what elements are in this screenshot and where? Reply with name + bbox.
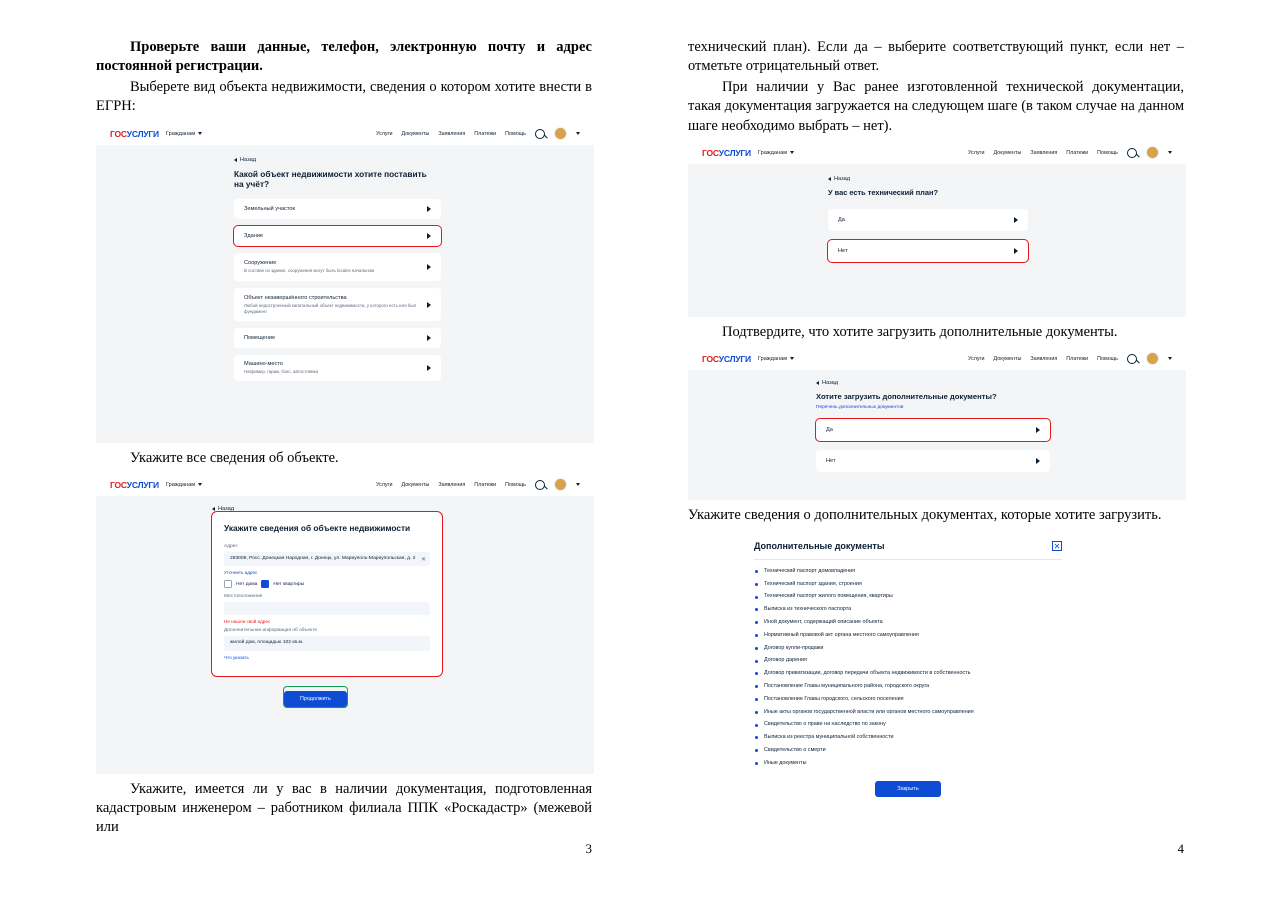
continue-button-wrapper (284, 687, 347, 707)
option-unfinished-construction[interactable]: Объект незавершённого строительства Любой недостроенный капитальный объект недвижимости, у которого есть или был фундамент (234, 288, 441, 321)
back-link[interactable]: Назад (816, 380, 1186, 386)
page-title: У вас есть технический план? (828, 187, 938, 197)
modal-footer (754, 777, 1062, 797)
page-number: 4 (1177, 841, 1184, 856)
nav-item-services[interactable]: Услуги (375, 481, 393, 488)
chevron-down-icon (790, 151, 794, 154)
chevron-right-icon (1036, 427, 1040, 433)
nav-item-applications[interactable]: Заявления (1030, 355, 1058, 362)
docs-list-link[interactable]: Перечень дополнительных документов (816, 404, 904, 410)
paragraph-select-object-type: Выберете вид объекта недвижимости, сведения о котором хотите внести в ЕГРН: (96, 79, 592, 115)
nav-item-help[interactable]: Помощь (505, 481, 526, 488)
nav-item-payments[interactable]: Платежи (1066, 149, 1089, 156)
paragraph-check-data: Проверьте ваши данные, телефон, электронную почту и адрес постоянной регистрации. (96, 39, 592, 75)
list-item: Договор купли-продажи (754, 645, 1062, 652)
address-not-found-link[interactable]: Не нашли свой адрес (224, 619, 271, 625)
chevron-down-icon[interactable] (576, 132, 580, 135)
list-item: Иной документ, содержащий описание объекта (754, 619, 1062, 626)
nav-item-payments[interactable]: Платежи (474, 130, 497, 137)
role-selector[interactable]: Гражданам (166, 482, 202, 488)
nav-item-payments[interactable]: Платежи (474, 481, 497, 488)
caption-additional-docs: Подтвердите, что хотите загрузить дополнительные документы. (722, 323, 1118, 340)
screenshot-additional-docs-modal (738, 531, 1078, 851)
nav-item-help[interactable]: Помощь (505, 130, 526, 137)
address-field[interactable]: 283008, Росс. Донецкая Народная, г. Донецк, ул. Мариуполь-Мариупольская, д. 2 ✕ (224, 552, 430, 567)
checkbox-no-flat[interactable] (261, 580, 269, 588)
chevron-left-icon (816, 381, 819, 385)
screenshot-object-type (96, 123, 594, 443)
nav-item-payments[interactable]: Платежи (1066, 355, 1089, 362)
chevron-down-icon[interactable] (1168, 357, 1172, 360)
clear-icon[interactable]: ✕ (420, 556, 426, 563)
nav-item-applications[interactable]: Заявления (438, 481, 466, 488)
chevron-right-icon (427, 206, 431, 212)
list-item: Технический паспорт домовладения (754, 568, 1062, 575)
search-icon[interactable] (535, 480, 545, 490)
nav-item-documents[interactable]: Документы (401, 481, 430, 488)
gosuslugi-logo: ГОСУСЛУГИ (110, 128, 159, 139)
chevron-down-icon[interactable] (576, 483, 580, 486)
chevron-left-icon (212, 507, 215, 511)
paragraph-existing-docs: При наличии у Вас ранее изготовленной технической документации, такая документация загружается на следующем шаге (в таком случае на данном шаге необходимо выбрать – нет). (688, 79, 1184, 134)
chevron-right-icon (427, 365, 431, 371)
option-structure[interactable]: Сооружение В составе из здание, сооружения могут быть locales начальном (234, 253, 441, 281)
main-nav (376, 478, 580, 491)
list-item: Иные документы (754, 760, 1062, 767)
chevron-down-icon (198, 132, 202, 135)
chevron-down-icon (790, 357, 794, 360)
list-item: Выписка из технического паспорта (754, 606, 1062, 613)
gosuslugi-header (688, 348, 1186, 370)
nav-item-help[interactable]: Помощь (1097, 149, 1118, 156)
gosuslugi-logo: ГОСУСЛУГИ (702, 147, 751, 158)
location-label: Местоположение (224, 594, 263, 600)
chevron-right-icon (1014, 248, 1018, 254)
option-no[interactable]: Нет (816, 450, 1050, 472)
list-item: Постановление Главы муниципального района, городского округа (754, 683, 1062, 690)
nav-item-services[interactable]: Услуги (967, 355, 985, 362)
option-land-plot[interactable]: Земельный участок (234, 199, 441, 219)
extra-info-label: Дополнительная информация об объекте (224, 628, 318, 634)
avatar[interactable] (554, 127, 567, 140)
location-field[interactable] (224, 602, 430, 615)
list-item: Нормативный правовой акт органа местного самоуправления (754, 632, 1062, 639)
gosuslugi-logo: ГОСУСЛУГИ (702, 353, 751, 364)
chevron-down-icon[interactable] (1168, 151, 1172, 154)
page-number: 3 (585, 841, 592, 856)
gosuslugi-header (96, 474, 594, 496)
screenshot-additional-docs-question (688, 348, 1186, 500)
chevron-left-icon (828, 177, 831, 181)
address-flags: Нет дома Нет квартиры (224, 580, 430, 588)
chevron-right-icon (1014, 217, 1018, 223)
document-page-right (640, 0, 1280, 905)
chevron-right-icon (1036, 458, 1040, 464)
extra-info-field[interactable]: жилой дом, площадью 102 кв.м. (224, 636, 430, 651)
page-title: Хотите загрузить дополнительные документы? (816, 391, 997, 401)
avatar[interactable] (554, 478, 567, 491)
option-yes[interactable]: Да (816, 419, 1050, 441)
caption-docs-modal: Укажите сведения о дополнительных документах, которые хотите загрузить. (688, 506, 1162, 523)
close-icon[interactable]: ✕ (1053, 541, 1061, 551)
option-no[interactable]: Нет (828, 240, 1028, 262)
list-item: Свидетельство о праве на наследство по закону (754, 721, 1062, 728)
screenshot-object-details (96, 474, 594, 774)
option-building[interactable]: Здание (234, 226, 441, 246)
nav-item-help[interactable]: Помощь (1097, 355, 1118, 362)
nav-item-documents[interactable]: Документы (993, 149, 1022, 156)
avatar[interactable] (1146, 146, 1159, 159)
main-nav (376, 127, 580, 140)
modal-title: Дополнительные документы (754, 540, 885, 551)
gosuslugi-header (96, 123, 594, 145)
nav-item-applications[interactable]: Заявления (438, 130, 466, 137)
option-parking-space[interactable]: Машино-место Например, гараж, бокс, автостоянка (234, 355, 441, 381)
search-icon[interactable] (1127, 148, 1137, 158)
close-button[interactable]: Закрыть (875, 781, 941, 797)
list-item: Свидетельство о смерти (754, 747, 1062, 754)
nav-item-services[interactable]: Услуги (375, 130, 393, 137)
role-selector[interactable]: Гражданам (166, 131, 202, 137)
option-premises[interactable]: Помещение (234, 328, 441, 348)
documents-list (754, 568, 1062, 767)
chevron-down-icon (198, 483, 202, 486)
modal-header (754, 541, 1062, 560)
page-title: Какой объект недвижимости хотите поставить на учёт? (234, 168, 427, 190)
address-label: Адрес (224, 543, 238, 549)
main-nav (968, 146, 1172, 159)
list-item: Договор приватизации, договор передачи объекта недвижимости в собственность (754, 670, 1062, 677)
nav-item-documents[interactable]: Документы (993, 355, 1022, 362)
continue-button[interactable]: Продолжить (284, 691, 347, 707)
screenshot-technical-plan (688, 142, 1186, 317)
avatar[interactable] (1146, 352, 1159, 365)
list-item: Договор дарения (754, 657, 1062, 664)
chevron-right-icon (427, 233, 431, 239)
nav-item-documents[interactable]: Документы (401, 130, 430, 137)
chevron-right-icon (427, 302, 431, 308)
list-item: Технический паспорт здания, строения (754, 581, 1062, 588)
gosuslugi-header (688, 142, 1186, 164)
gosuslugi-logo: ГОСУСЛУГИ (110, 479, 159, 490)
chevron-right-icon (427, 264, 431, 270)
checkbox-no-house[interactable] (224, 580, 232, 588)
chevron-left-icon (234, 158, 237, 162)
object-details-form (212, 512, 442, 676)
chevron-right-icon (427, 335, 431, 341)
role-selector[interactable]: Гражданам (758, 150, 794, 156)
caption-object-details: Укажите все сведения об объекте. (130, 449, 339, 466)
form-title: Укажите сведения об объекте недвижимости (224, 522, 411, 533)
paragraph-cadastral-engineer: Укажите, имеется ли у вас в наличии документация, подготовленная кадастровым инженером – работником филиала ППК «Роскадастр» (межевой или (96, 780, 592, 835)
role-selector[interactable]: Гражданам (758, 356, 794, 362)
nav-item-services[interactable]: Услуги (967, 149, 985, 156)
list-item: Постановление Главы городского, сельского поселения (754, 696, 1062, 703)
back-link[interactable]: Назад (234, 157, 594, 163)
search-icon[interactable] (535, 129, 545, 139)
what-to-specify-link[interactable]: Что указать (224, 654, 249, 660)
search-icon[interactable] (1127, 354, 1137, 364)
nav-item-applications[interactable]: Заявления (1030, 149, 1058, 156)
option-yes[interactable]: Да (828, 209, 1028, 231)
back-link[interactable]: Назад (828, 176, 1186, 182)
back-link[interactable]: Назад (212, 506, 594, 512)
list-item: Технический паспорт жилого помещения, квартиры (754, 593, 1062, 600)
list-item: Иные акты органов государственной власти или органов местного самоуправления (754, 709, 1062, 716)
refine-address-link[interactable]: Уточнить адрес (224, 570, 258, 576)
list-item: Выписка из реестра муниципальной собственности (754, 734, 1062, 741)
paragraph-technical-plan: технический план). Если да – выберите соответствующий пункт, если нет – отметьте отрицательный ответ. (688, 39, 1184, 75)
main-nav (968, 352, 1172, 365)
